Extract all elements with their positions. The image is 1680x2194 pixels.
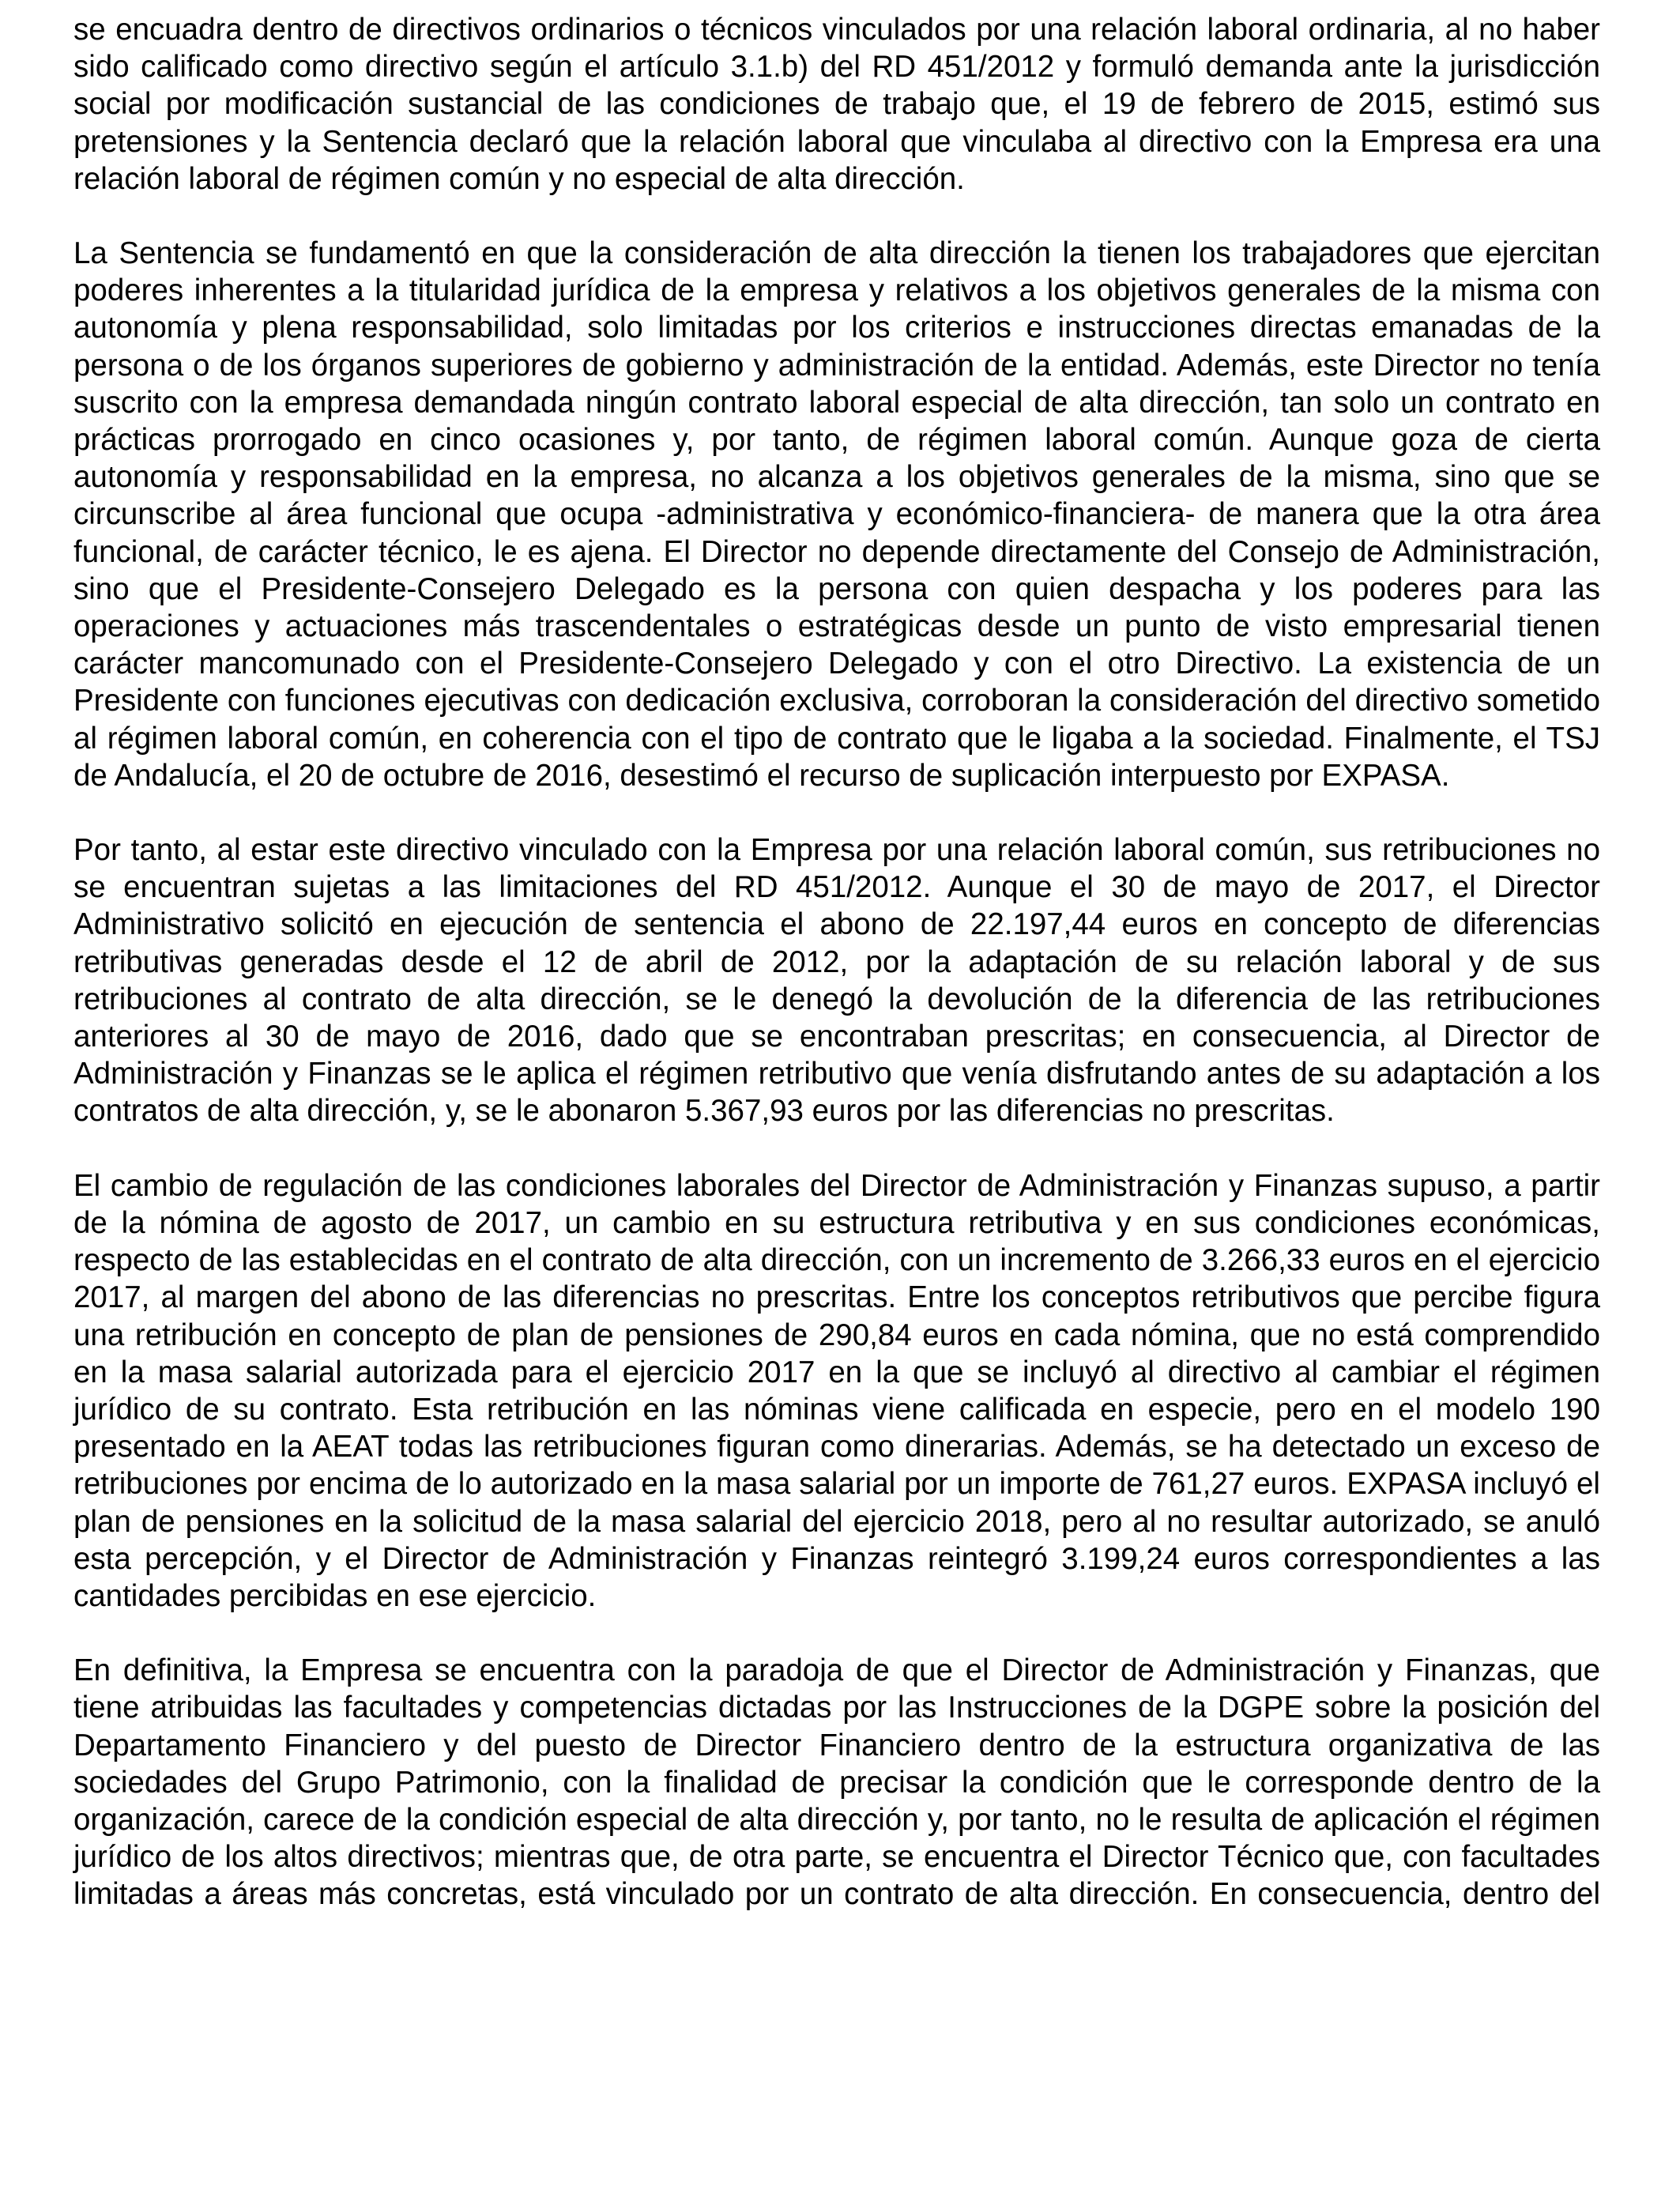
- paragraph-5: En definitiva, la Empresa se encuentra con la paradoja de que el Director de Administración y Finanzas, que tiene atribuidas las facultades y competencias dictadas por las Instrucciones de la DGPE sobre la posición del Departamento Financiero y del puesto de Director Financiero dentro de la estructura organizativa de las sociedades del Grupo Patrimonio, con la finalidad de precisar la condición que le corresponde dentro de la organización, carece de la condición especial de alta dirección y, por tanto, no le resulta de aplicación el régimen jurídico de los altos directivos; mientras que, de otra parte, se encuentra el Director Técnico que, con facultades limitadas a áreas más concretas, está vinculado por un contrato de alta dirección. En consecuencia, dentro del: [73, 1653, 1600, 1912]
- paragraph-4: El cambio de regulación de las condiciones laborales del Director de Administración y Finanzas supuso, a partir de la nómina de agosto de 2017, un cambio en su estructura retributiva y en sus condiciones económicas, respecto de las establecidas en el contrato de alta dirección, con un incremento de 3.266,33 euros en el ejercicio 2017, al margen del abono de las diferencias no prescritas. Entre los conceptos retributivos que percibe figura una retribución en concepto de plan de pensiones de 290,84 euros en cada nómina, que no está comprendido en la masa salarial autorizada para el ejercicio 2017 en la que se incluyó al directivo al cambiar el régimen jurídico de su contrato. Esta retribución en las nóminas viene calificada en especie, pero en el modelo 190 presentado en la AEAT todas las retribuciones figuran como dinerarias. Además, se ha detectado un exceso de retribuciones por encima de lo autorizado en la masa salarial por un importe de 761,27 euros. EXPASA incluyó el plan de pensiones en la solicitud de la masa salarial del ejercicio 2018, pero al no resultar autorizado, se anuló esta percepción, y el Director de Administración y Finanzas reintegró 3.199,24 euros correspondientes a las cantidades percibidas en ese ejercicio.: [73, 1168, 1600, 1613]
- paragraph-1: se encuadra dentro de directivos ordinarios o técnicos vinculados por una relación laboral ordinaria, al no haber sido calificado como directivo según el artículo 3.1.b) del RD 451/2012 y formuló demanda ante la jurisdicción social por modificación sustancial de las condiciones de trabajo que, el 19 de febrero de 2015, estimó sus pretensiones y la Sentencia declaró que la relación laboral que vinculaba al directivo con la Empresa era una relación laboral de régimen común y no especial de alta dirección.: [73, 13, 1600, 196]
- paragraph-3: Por tanto, al estar este directivo vinculado con la Empresa por una relación laboral común, sus retribuciones no se encuentran sujetas a las limitaciones del RD 451/2012. Aunque el 30 de mayo de 2017, el Director Administrativo solicitó en ejecución de sentencia el abono de 22.197,44 euros en concepto de diferencias retributivas generadas desde el 12 de abril de 2012, por la adaptación de su relación laboral y de sus retribuciones al contrato de alta dirección, se le denegó la devolución de la diferencia de las retribuciones anteriores al 30 de mayo de 2016, dado que se encontraban prescritas; en consecuencia, al Director de Administración y Finanzas se le aplica el régimen retributivo que venía disfrutando antes de su adaptación a los contratos de alta dirección, y, se le abonaron 5.367,93 euros por las diferencias no prescritas.: [73, 833, 1600, 1129]
- paragraph-2: La Sentencia se fundamentó en que la consideración de alta dirección la tienen los trabajadores que ejercitan poderes inherentes a la titularidad jurídica de la empresa y relativos a los objetivos generales de la misma con autonomía y plena responsabilidad, solo limitadas por los criterios e instrucciones directas emanadas de la persona o de los órganos superiores de gobierno y administración de la entidad. Además, este Director no tenía suscrito con la empresa demandada ningún contrato laboral especial de alta dirección, tan solo un contrato en prácticas prorrogado en cinco ocasiones y, por tanto, de régimen laboral común. Aunque goza de cierta autonomía y responsabilidad en la empresa, no alcanza a los objetivos generales de la misma, sino que se circunscribe al área funcional que ocupa -administrativa y económico-financiera- de manera que la otra área funcional, de carácter técnico, le es ajena. El Director no depende directamente del Consejo de Administración, sino que el Presidente-Consejero Delegado es la persona con quien despacha y los poderes para las operaciones y actuaciones más trascendentales o estratégicas desde un punto de visto empresarial tienen carácter mancomunado con el Presidente-Consejero Delegado y con el otro Directivo. La existencia de un Presidente con funciones ejecutivas con dedicación exclusiva, corroboran la consideración del directivo sometido al régimen laboral común, en coherencia con el tipo de contrato que le ligaba a la sociedad. Finalmente, el TSJ de Andalucía, el 20 de octubre de 2016, desestimó el recurso de suplicación interpuesto por EXPASA.: [73, 236, 1600, 793]
- document-page: [73, 11, 1600, 1913]
